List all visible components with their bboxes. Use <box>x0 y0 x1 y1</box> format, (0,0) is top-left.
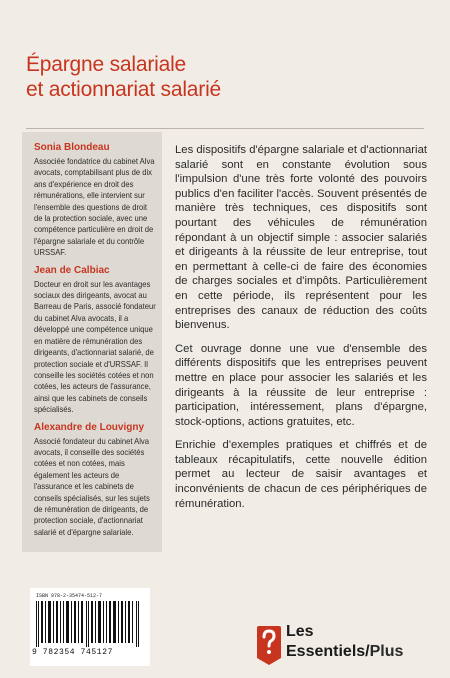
book-title <box>26 52 426 102</box>
logo-word-essentiels: Essentiels <box>286 643 366 660</box>
title-divider <box>26 128 424 129</box>
paragraph-2: Cet ouvrage donne une vue d'ensemble des différents dispositifs que les entreprises peuvent mettre en place pour associer les salariés et les dirigeants à la réussite de leur entreprise : participation, intéressement, plans d'épargne, stock-options, actions gratuites, etc. <box>175 342 427 428</box>
title-line-1: Épargne salariale <box>26 53 187 76</box>
question-badge-icon <box>256 624 282 666</box>
ean-digits: 9 782354 745127 <box>32 648 114 657</box>
author-name-1: Sonia Blondeau <box>34 142 110 153</box>
barcode-icon <box>36 601 144 647</box>
isbn-label: ISBN 978-2-35474-512-7 <box>36 593 103 599</box>
title-line-2: et actionnariat salarié <box>26 78 222 101</box>
logo-word-plus: Plus <box>369 643 404 660</box>
author-bio-3: Associé fondateur du cabinet Alva avocats, il conseille des sociétés cotées et non cotées, mais également les acteurs de l'assurance et les cabinets de conseils spécialisés, sur les sujets de rémunération de dirigeants, de protection sociale, d'actionnariat salarié et d'épargne salariale. <box>34 435 150 537</box>
author-name-2: Jean de Calbiac <box>34 264 110 276</box>
authors-sidebar <box>22 132 162 552</box>
barcode-block <box>30 588 150 666</box>
series-logo <box>256 624 436 674</box>
logo-text-essentiels <box>286 643 403 661</box>
author-bio-2: Docteur en droit sur les avantages sociaux des dirigeants, avocat au Barreau de Paris, associé fondateur du cabinet Alva avocats, il a développé une compétence unique en matière de rémunération des dirigeants, d'actionnariat salarié, de protection sociale et d'URSSAF. Il conseille les sociétés cotées et non cotées, les acteurs de l'assurance, ainsi que les cabinets de conseils spécialisés. <box>34 278 156 415</box>
author-bio-1: Associée fondatrice du cabinet Alva avocats, comptabilisant plus de dix ans d'expérience en droit des rémunérations, elle intervient sur l'ensemble des questions de droit de la protection sociale, avec une compétence particulière en droit de l'épargne salariale et du contrôle URSSAF. <box>34 156 155 258</box>
logo-text-les: Les <box>286 623 314 640</box>
author-name-3: Alexandre de Louvigny <box>34 421 145 433</box>
paragraph-3: Enrichie d'exemples pratiques et chiffrés et de tableaux récapitulatifs, cette nouvelle édition permet au lecteur de saisir avantages et inconvénients de chacun de ces périphériques de rémunération. <box>175 439 427 510</box>
logo-separator: / <box>365 643 370 660</box>
description-text <box>175 143 427 520</box>
paragraph-1: Les dispositifs d'épargne salariale et d'actionnariat salarié sont en constante évolution sous l'impulsion d'une très forte volonté des pouvoirs publics d'en faciliter l'accès. Souvent présentés de manière très techniques, ces dispositifs sont pourtant des véhicules de rémunération répondant à un objectif simple : associer salariés et dirigeants à la réussite de leur entreprise, tout en permettant à celle-ci de faire des économies de charges sociales et d'impôts. Particulièrement en cette période, ils représentent pour les entreprises des canaux de réduction des coûts bienvenus. <box>175 144 427 332</box>
